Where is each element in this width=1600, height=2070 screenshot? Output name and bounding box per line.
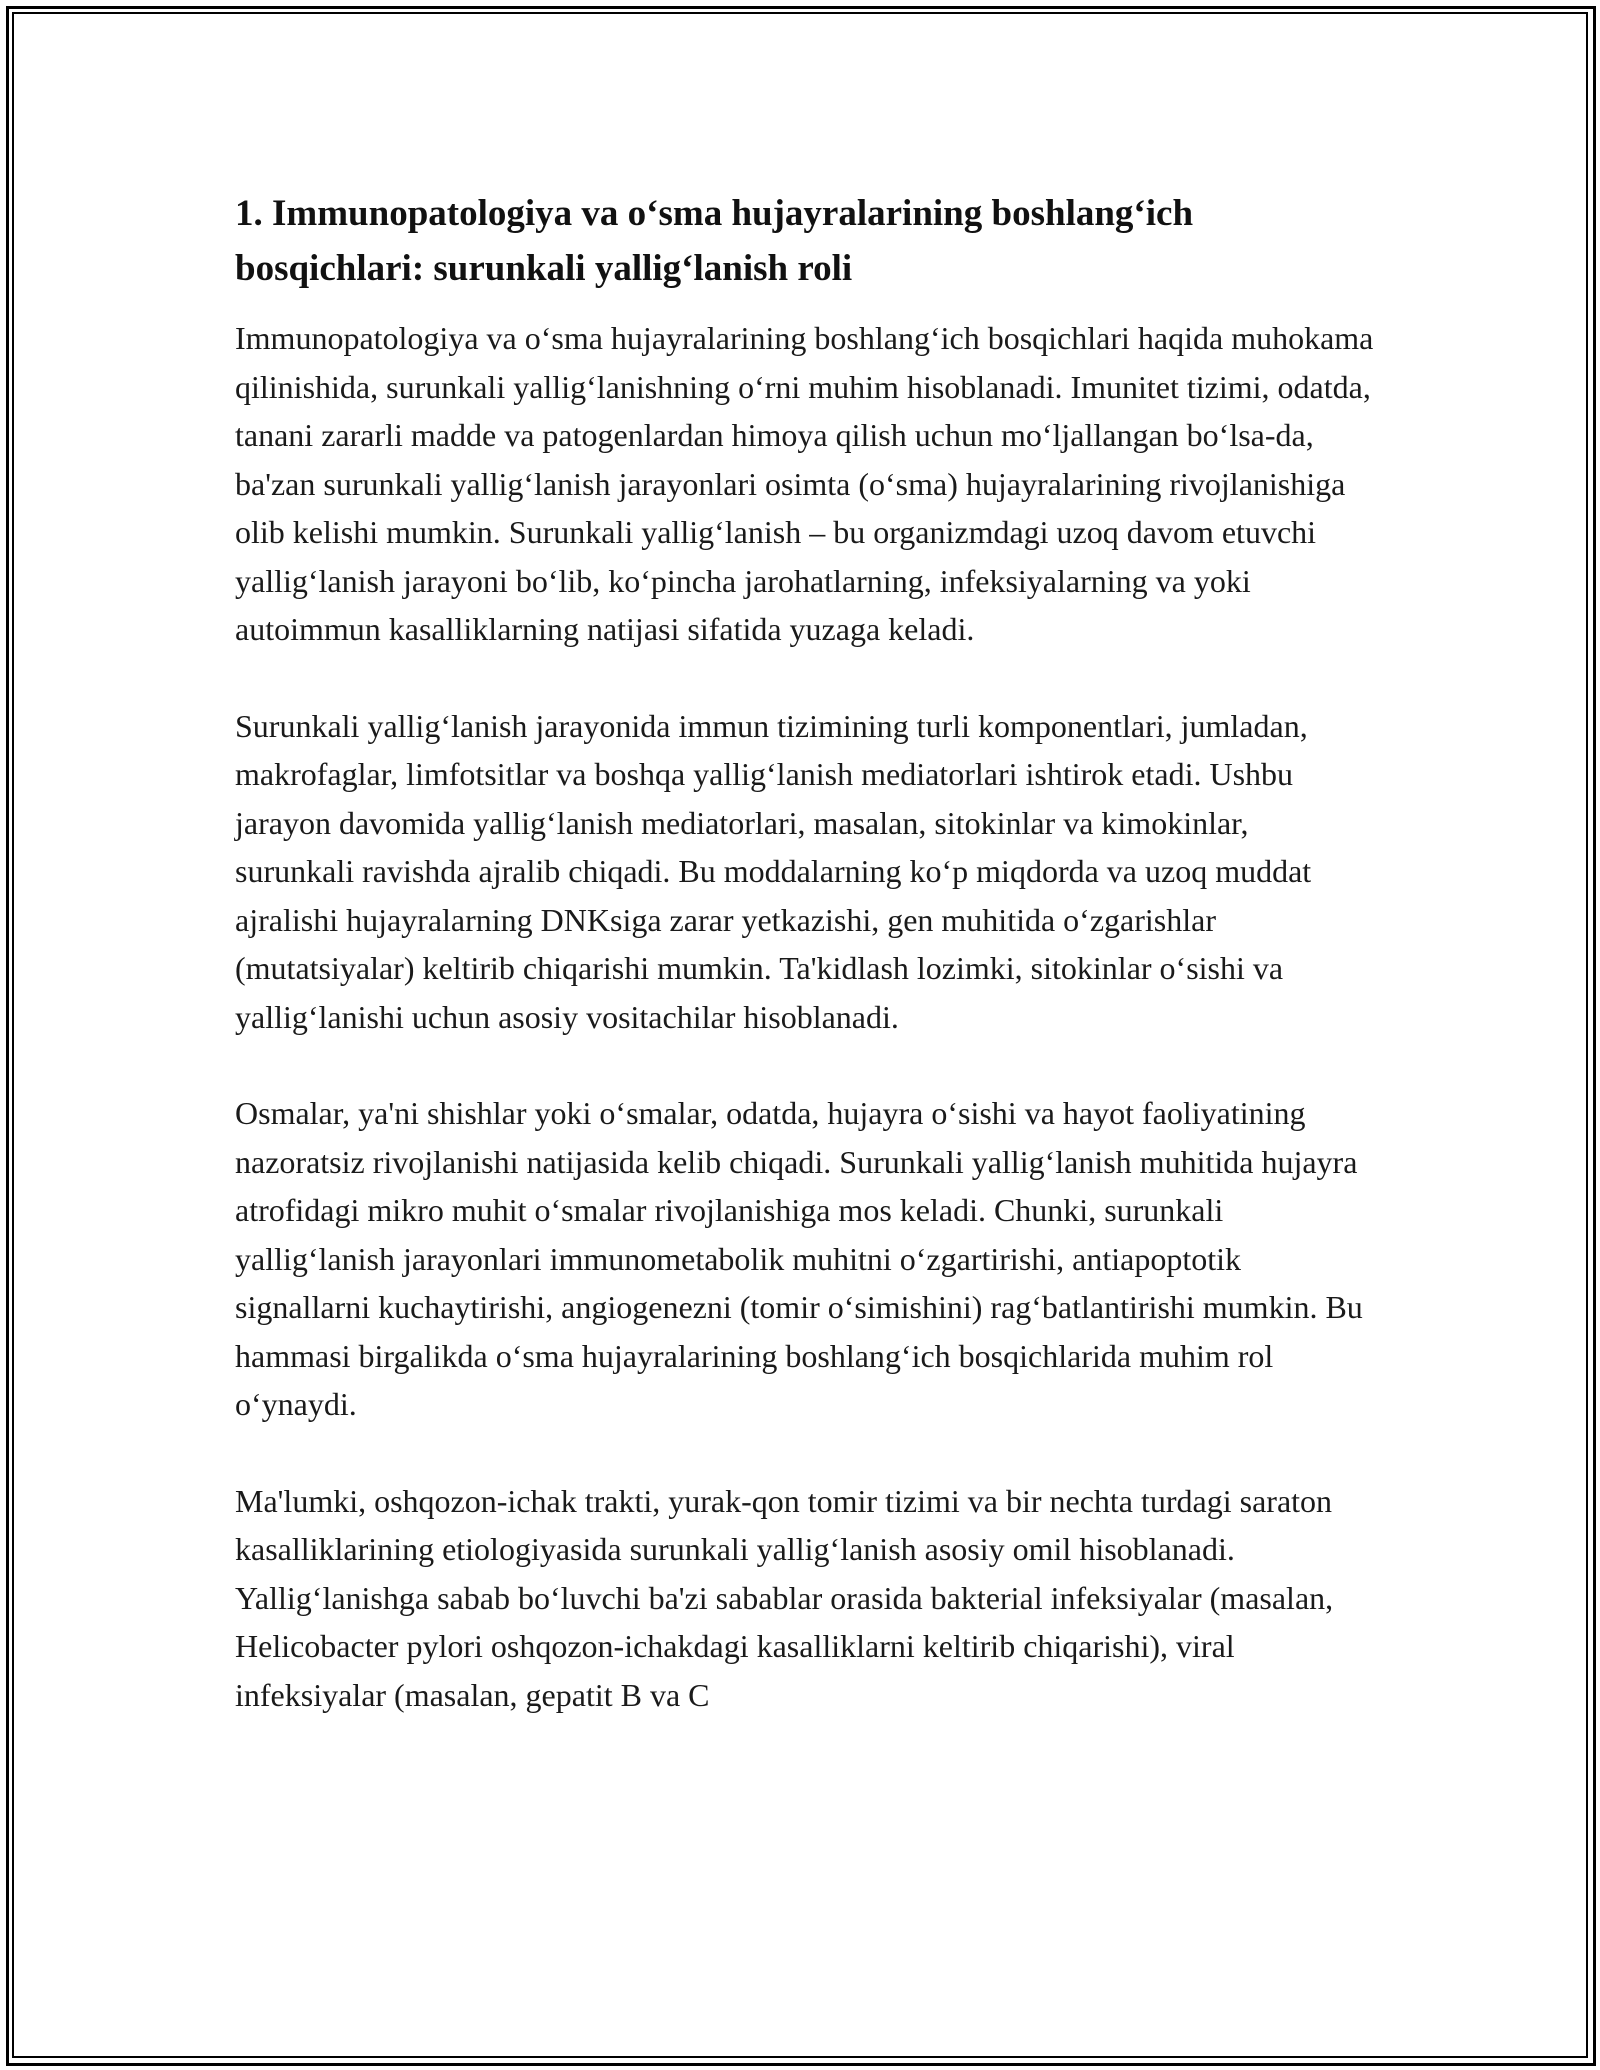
paragraph-1: Immunopatologiya va o‘sma hujayralarining boshlang‘ich bosqichlari haqida muhokama qilinishida, surunkali yallig‘lanishning o‘rni muhim hisoblanadi. Imunitet tizimi, odatda, tanani zararli madde va patogenlardan himoya qilish uchun mo‘ljallangan bo‘lsa-da, ba'zan surunkali yallig‘lanish jarayonlari osimta (o‘sma) hujayralarining rivojlanishiga olib kelishi mumkin. Surunkali yallig‘lanish – bu organizmdagi uzoq davom etuvchi yallig‘lanish jarayoni bo‘lib, ko‘pincha jarohatlarning, infeksiyalarning va yoki autoimmun kasalliklarning natijasi sifatida yuzaga keladi.: [235, 320, 1374, 647]
paragraph-3: Osmalar, ya'ni shishlar yoki o‘smalar, odatda, hujayra o‘sishi va hayot faoliyatining nazoratsiz rivojlanishi natijasida kelib chiqadi. Surunkali yallig‘lanish muhitida hujayra atrofidagi mikro muhit o‘smalar rivojlanishiga mos keladi. Chunki, surunkali yallig‘lanish jarayonlari immunometabolik muhitni o‘zgartirishi, antiapoptotik signallarni kuchaytirishi, angiogenezni (tomir o‘simishini) rag‘batlantirishi mumkin. Bu hammasi birgalikda o‘sma hujayralarining boshlang‘ich bosqichlarida muhim rol o‘ynaydi.: [235, 1095, 1363, 1422]
document-body: [235, 186, 1375, 1767]
section-heading: 1. Immunopatologiya va o‘sma hujayralarining boshlang‘ich bosqichlari: surunkali yallig‘lanish roli: [235, 193, 1194, 289]
paragraph-2: Surunkali yallig‘lanish jarayonida immun tizimining turli komponentlari, jumladan, makrofaglar, limfotsitlar va boshqa yallig‘lanish mediatorlari ishtirok etadi. Ushbu jarayon davomida yallig‘lanish mediatorlari, masalan, sitokinlar va kimokinlar, surunkali ravishda ajralib chiqadi. Bu moddalarning ko‘p miqdorda va uzoq muddat ajralishi hujayralarning DNKsiga zarar yetkazishi, gen muhitida o‘zgarishlar (mutatsiyalar) keltirib chiqarishi mumkin. Ta'kidlash lozimki, sitokinlar o‘sishi va yallig‘lanishi uchun asosiy vositachilar hisoblanadi.: [235, 707, 1312, 1035]
paragraph-4: Ma'lumki, oshqozon-ichak trakti, yurak-qon tomir tizimi va bir nechta turdagi saraton kasalliklarining etiologiyasida surunkali yallig‘lanish asosiy omil hisoblanadi. Yallig‘lanishga sabab bo‘luvchi ba'zi sabablar orasida bakterial infeksiyalar (masalan, Helicobacter pylori oshqozon-ichakdagi kasalliklarni keltirib chiqarishi), viral infeksiyalar (masalan, gepatit B va C: [235, 1482, 1334, 1713]
